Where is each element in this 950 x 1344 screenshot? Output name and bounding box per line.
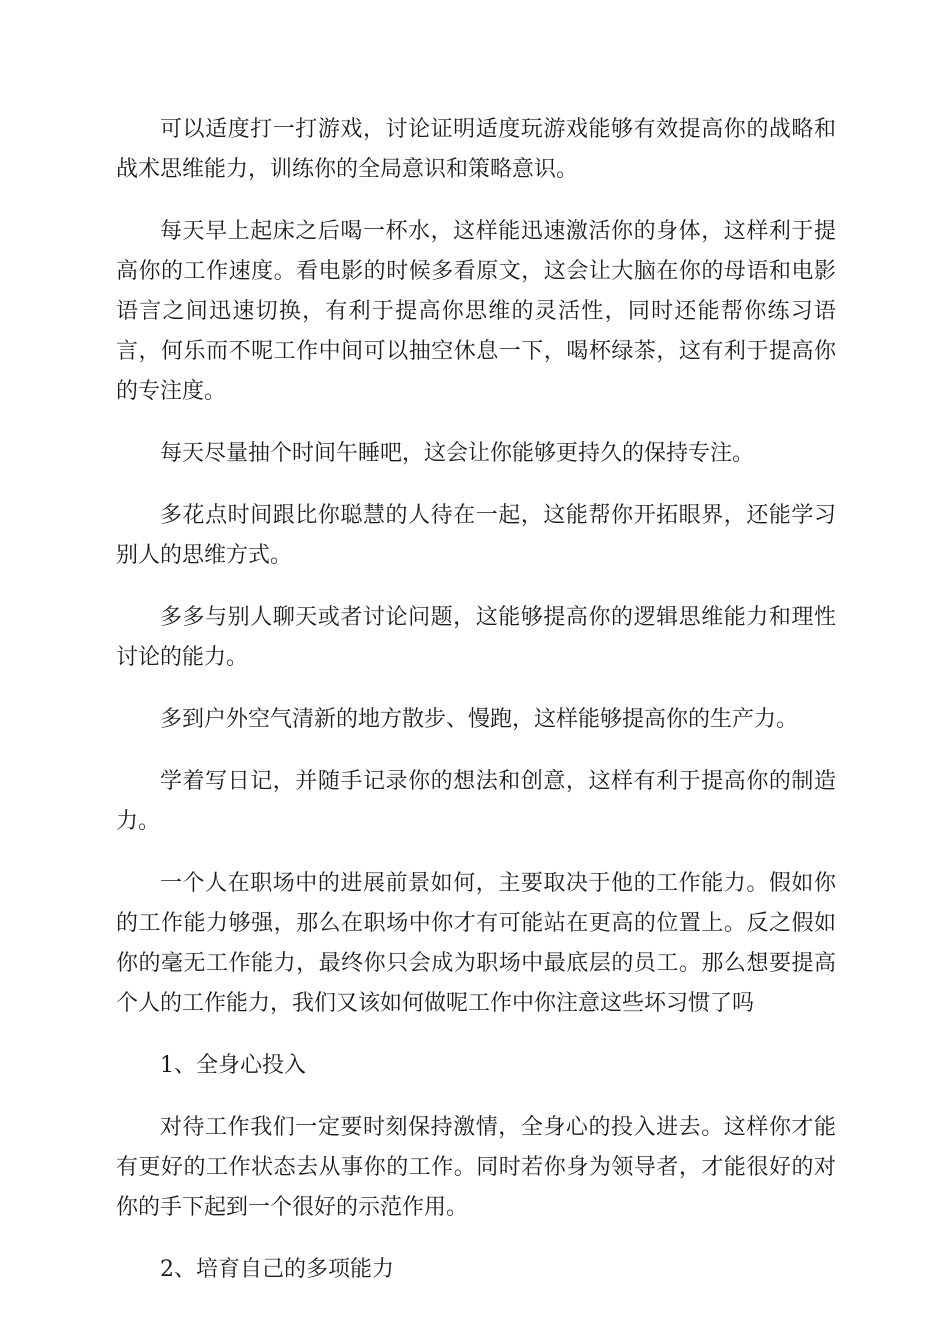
paragraph-diary: 学着写日记，并随手记录你的想法和创意，这样有利于提高你的制造力。: [116, 769, 836, 834]
paragraph-smart-people: 多花点时间跟比你聪慧的人待在一起，这能帮你开拓眼界，还能学习别人的思维方式。: [116, 503, 836, 568]
paragraph-nap: 每天尽量抽个时间午睡吧，这会让你能够更持久的保持专注。: [160, 441, 755, 466]
paragraph-discussion: 多多与别人聊天或者讨论问题，这能够提高你的逻辑思维能力和理性讨论的能力。: [116, 605, 836, 670]
paragraph-morning-water: 每天早上起床之后喝一杯水，这样能迅速激活你的身体，这样利于提高你的工作速度。看电影的时候多看原文，这会让大脑在你的母语和电影语言之间迅速切换，有利于提高你思维的灵活性，同时还能帮你练习语言，何乐而不呢工作中间可以抽空休息一下，喝杯绿茶，这有利于提高你的专注度。: [116, 219, 836, 404]
paragraph-game-thinking: 可以适度打一打游戏，讨论证明适度玩游戏能够有效提高你的战略和战术思维能力，训练你的全局意识和策略意识。: [116, 117, 836, 182]
paragraph-full-commitment: 对待工作我们一定要时刻保持激情，全身心的投入进去。这样你才能有更好的工作状态去从事你的工作。同时若你身为领导者，才能很好的对你的手下起到一个很好的示范作用。: [116, 1115, 836, 1220]
section-heading-2: 2、培育自己的多项能力: [160, 1257, 394, 1282]
section-heading-1: 1、全身心投入: [160, 1053, 306, 1078]
document-body: [116, 110, 836, 1312]
paragraph-outdoor: 多到户外空气清新的地方散步、慢跑，这样能够提高你的生产力。: [160, 707, 799, 732]
paragraph-career-ability: 一个人在职场中的进展前景如何，主要取决于他的工作能力。假如你的工作能力够强，那么在职场中你才有可能站在更高的位置上。反之假如你的毫无工作能力，最终你只会成为职场中最底层的员工。那么想要提高个人的工作能力，我们又该如何做呢工作中你注意这些坏习惯了吗: [116, 871, 836, 1016]
